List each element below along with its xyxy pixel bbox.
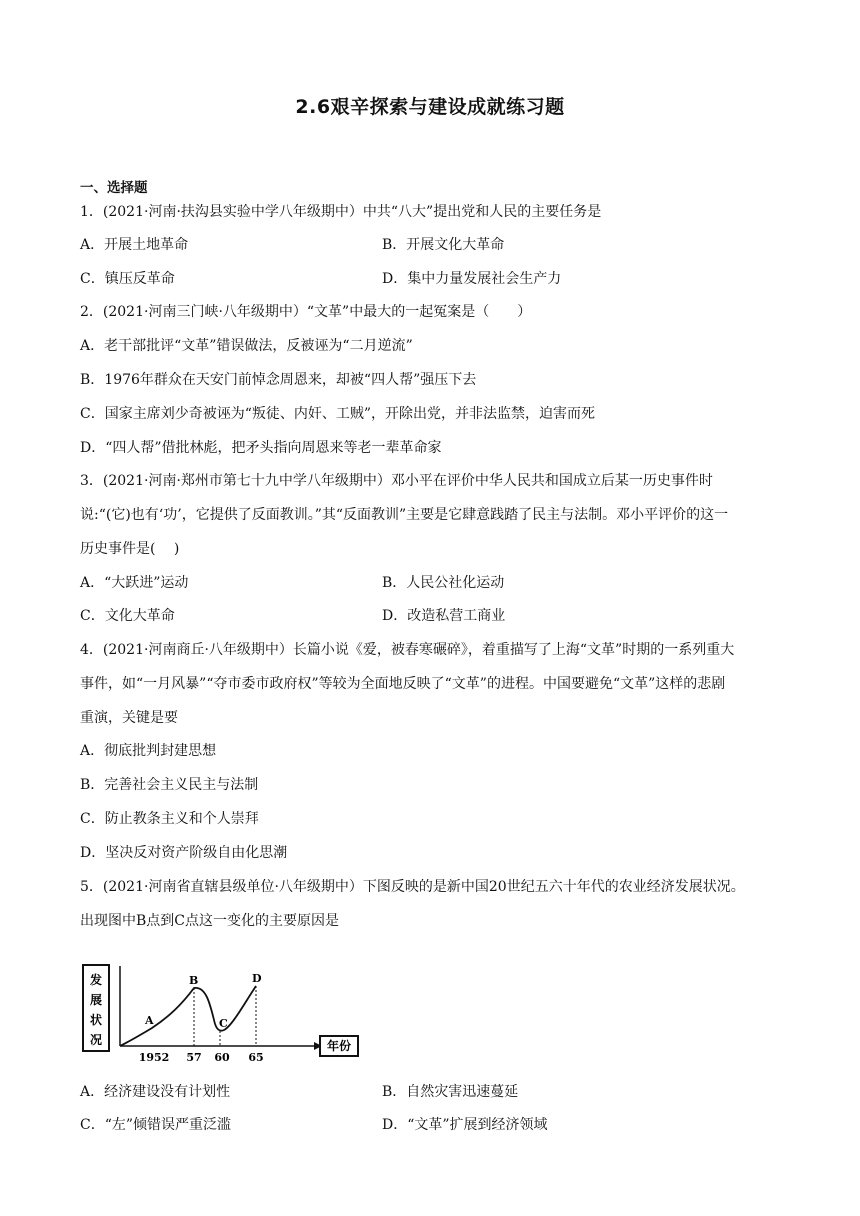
question-1-option-d: D．集中力量发展社会生产力 bbox=[382, 271, 562, 287]
question-4-stem-line-1: 4．(2021·河南商丘·八年级期中）长篇小说《爱，被春寒碾碎》，着重描写了上海“文革”时期的一系列重大 bbox=[80, 642, 735, 658]
question-4-option-d: D．坚决反对资产阶级自由化思潮 bbox=[80, 845, 288, 861]
question-1-option-b: B．开展文化大革命 bbox=[382, 237, 505, 253]
point-label-b: B bbox=[189, 974, 199, 987]
year-label-60: 60 bbox=[214, 1051, 230, 1064]
question-3-stem-line-1: 3．(2021·河南·郑州市第七十九中学八年级期中）邓小平在评价中华人民共和国成立后某一历史事件时 bbox=[80, 473, 713, 489]
question-5-option-a: A．经济建设没有计划性 bbox=[80, 1084, 231, 1100]
point-label-d: D bbox=[252, 972, 262, 985]
question-1-stem: 1．(2021·河南·扶沟县实验中学八年级期中）中共“八大”提出党和人民的主要任务是 bbox=[80, 204, 602, 220]
question-3-stem-line-2: 说:“(它)也有‘功’，它提供了反面教训。”其“反面教训”主要是它肆意践踏了民主与法制。邓小平评价的这一 bbox=[80, 507, 729, 523]
question-5-stem-line-2: 出现图中B点到C点这一变化的主要原因是 bbox=[80, 913, 339, 929]
y-label-char-3: 状 bbox=[89, 1013, 103, 1027]
question-2-option-b: B．1976年群众在天安门前悼念周恩来，却被“四人帮”强压下去 bbox=[80, 372, 477, 388]
question-4-stem-line-3: 重演，关键是要 bbox=[80, 710, 178, 726]
question-2-option-d: D．“四人帮”借批林彪，把矛头指向周恩来等老一辈革命家 bbox=[80, 440, 442, 456]
question-4-option-c: C．防止教条主义和个人崇拜 bbox=[80, 811, 259, 827]
question-1-option-a: A．开展土地革命 bbox=[80, 237, 189, 253]
question-4-stem-line-2: 事件，如“一月风暴”“夺市委市政府权”等较为全面地反映了“文革”的进程。中国要避免“文革”这样的悲剧 bbox=[80, 676, 726, 692]
point-label-c: C bbox=[219, 1017, 228, 1030]
question-5-option-b: B．自然灾害迅速蔓延 bbox=[382, 1084, 519, 1100]
question-3-option-c: C．文化大革命 bbox=[80, 608, 175, 624]
y-label-char-1: 发 bbox=[89, 973, 103, 987]
y-label-char-4: 况 bbox=[89, 1033, 103, 1047]
year-label-57: 57 bbox=[186, 1051, 202, 1064]
question-2-option-a: A．老干部批评“文革”错误做法，反被诬为“二月逆流” bbox=[80, 338, 413, 354]
year-label-65: 65 bbox=[248, 1051, 264, 1064]
year-label-1952: 1952 bbox=[138, 1051, 170, 1064]
agriculture-development-figure bbox=[82, 964, 364, 1064]
question-5-option-c: C．“左”倾错误严重泛滥 bbox=[80, 1117, 232, 1133]
question-3-option-a: A．“大跃进”运动 bbox=[80, 575, 189, 591]
question-4-option-b: B．完善社会主义民主与法制 bbox=[80, 777, 259, 793]
x-label: 年份 bbox=[326, 1039, 352, 1053]
question-3-option-b: B．人民公社化运动 bbox=[382, 575, 505, 591]
question-5-option-d: D．“文革”扩展到经济领域 bbox=[382, 1117, 548, 1133]
question-4-option-a: A．彻底批判封建思想 bbox=[80, 743, 217, 759]
question-3-stem-line-3: 历史事件是( ) bbox=[80, 541, 180, 557]
question-1-option-c: C．镇压反革命 bbox=[80, 271, 175, 287]
question-2-stem: 2．(2021·河南三门峡·八年级期中）“文革”中最大的一起冤案是（ ） bbox=[80, 304, 532, 320]
point-label-a: A bbox=[145, 1014, 154, 1027]
y-label-char-2: 展 bbox=[89, 993, 103, 1007]
development-curve bbox=[120, 986, 256, 1046]
question-3-option-d: D．改造私营工商业 bbox=[382, 608, 506, 624]
question-5-stem-line-1: 5．(2021·河南省直辖县级单位·八年级期中）下图反映的是新中国20世纪五六十年代的农业经济发展状况。 bbox=[80, 879, 745, 895]
section-heading: 一、选择题 bbox=[80, 180, 148, 196]
page-title: 2.6艰辛探索与建设成就练习题 bbox=[295, 96, 565, 118]
question-2-option-c: C．国家主席刘少奇被诬为“叛徒、内奸、工贼”，开除出党，并非法监禁，迫害而死 bbox=[80, 406, 596, 422]
